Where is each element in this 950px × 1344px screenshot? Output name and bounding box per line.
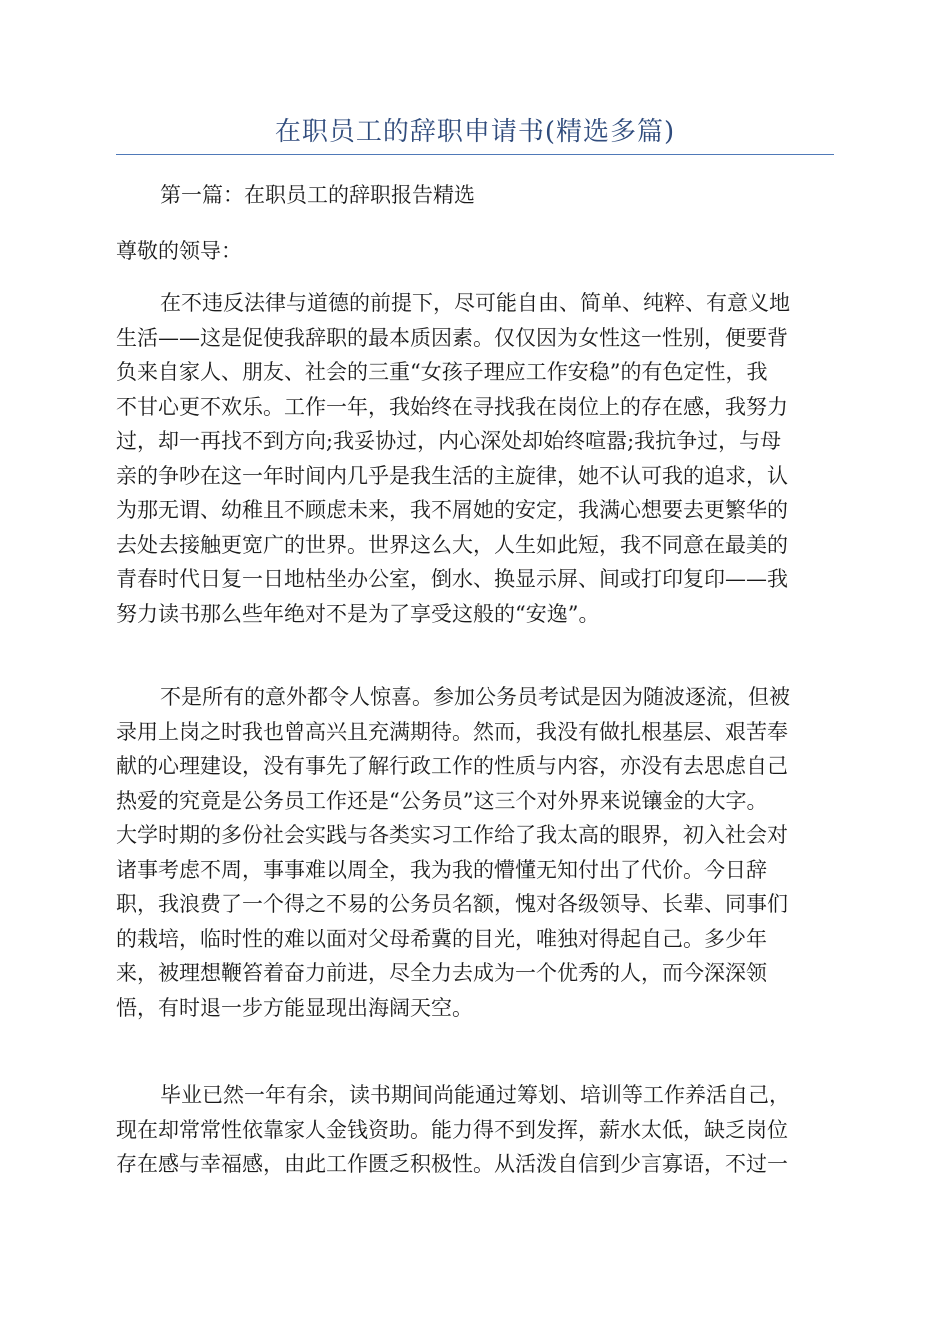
paragraph-line: 大学时期的多份社会实践与各类实习工作给了我太高的眼界，初入社会对 <box>116 823 788 847</box>
paragraph-line: 过，却一再找不到方向;我妥协过，内心深处却始终喧嚣;我抗争过，与母 <box>116 429 782 453</box>
document-title: 在职员工的辞职申请书(精选多篇) <box>274 117 676 147</box>
paragraph-line: 亲的争吵在这一年时间内几乎是我生活的主旋律，她不认可我的追求，认 <box>116 463 788 488</box>
paragraph-line: 热爱的究竟是公务员工作还是“公务员”这三个对外界来说镶金的大字。 <box>116 788 768 813</box>
paragraph-line: 为那无谓、幼稚且不顾虑未来，我不屑她的安定，我满心想要去更繁华的 <box>116 498 788 522</box>
section-heading: 第一篇：在职员工的辞职报告精选 <box>160 183 475 207</box>
paragraph-1 <box>116 286 834 631</box>
paragraph-line: 去处去接触更宽广的世界。世界这么大，人生如此短，我不同意在最美的 <box>116 532 788 557</box>
paragraph-line: 在不违反法律与道德的前提下，尽可能自由、简单、纯粹、有意义地 <box>160 291 790 315</box>
paragraph-line: 来，被理想鞭笞着奋力前进，尽全力去成为一个优秀的人，而今深深领 <box>116 961 767 985</box>
paragraph-line: 录用上岗之时我也曾高兴且充满期待。然而，我没有做扎根基层、艰苦奉 <box>116 719 788 744</box>
paragraph-line: 毕业已然一年有余，读书期间尚能通过筹划、培训等工作养活自己， <box>160 1083 790 1107</box>
paragraph-line: 的栽培，临时性的难以面对父母希冀的目光，唯独对得起自己。多少年 <box>116 926 767 951</box>
title-underline <box>116 154 834 155</box>
paragraph-line: 诸事考虑不周，事事难以周全，我为我的懵懂无知付出了代价。今日辞 <box>116 857 767 882</box>
paragraph-line: 职，我浪费了一个得之不易的公务员名额，愧对各级领导、长辈、同事们 <box>116 892 788 916</box>
paragraph-line: 现在却常常性依靠家人金钱资助。能力得不到发挥，薪水太低，缺乏岗位 <box>116 1117 788 1142</box>
paragraph-line: 悟，有时退一步方能显现出海阔天空。 <box>116 995 473 1020</box>
paragraph-line: 不甘心更不欢乐。工作一年，我始终在寻找我在岗位上的存在感，我努力 <box>116 394 788 419</box>
paragraph-line: 存在感与幸福感，由此工作匮乏积极性。从活泼自信到少言寡语，不过一 <box>116 1152 788 1176</box>
paragraph-line: 献的心理建设，没有事先了解行政工作的性质与内容，亦没有去思虑自己 <box>116 754 788 778</box>
paragraph-2 <box>116 680 834 1025</box>
paragraph-line: 青春时代日复一日地枯坐办公室，倒水、换显示屏、间或打印复印——我 <box>116 567 788 591</box>
paragraph-line: 负来自家人、朋友、社会的三重“女孩子理应工作安稳”的有色定性，我 <box>116 360 768 384</box>
paragraph-line: 不是所有的意外都令人惊喜。参加公务员考试是因为随波逐流，但被 <box>160 685 790 709</box>
paragraph-line: 生活——这是促使我辞职的最本质因素。仅仅因为女性这一性别，便要背 <box>116 325 788 350</box>
salutation: 尊敬的领导： <box>116 239 242 263</box>
paragraph-line: 努力读书那么些年绝对不是为了享受这般的“安逸”。 <box>116 601 600 626</box>
paragraph-3 <box>116 1078 834 1182</box>
